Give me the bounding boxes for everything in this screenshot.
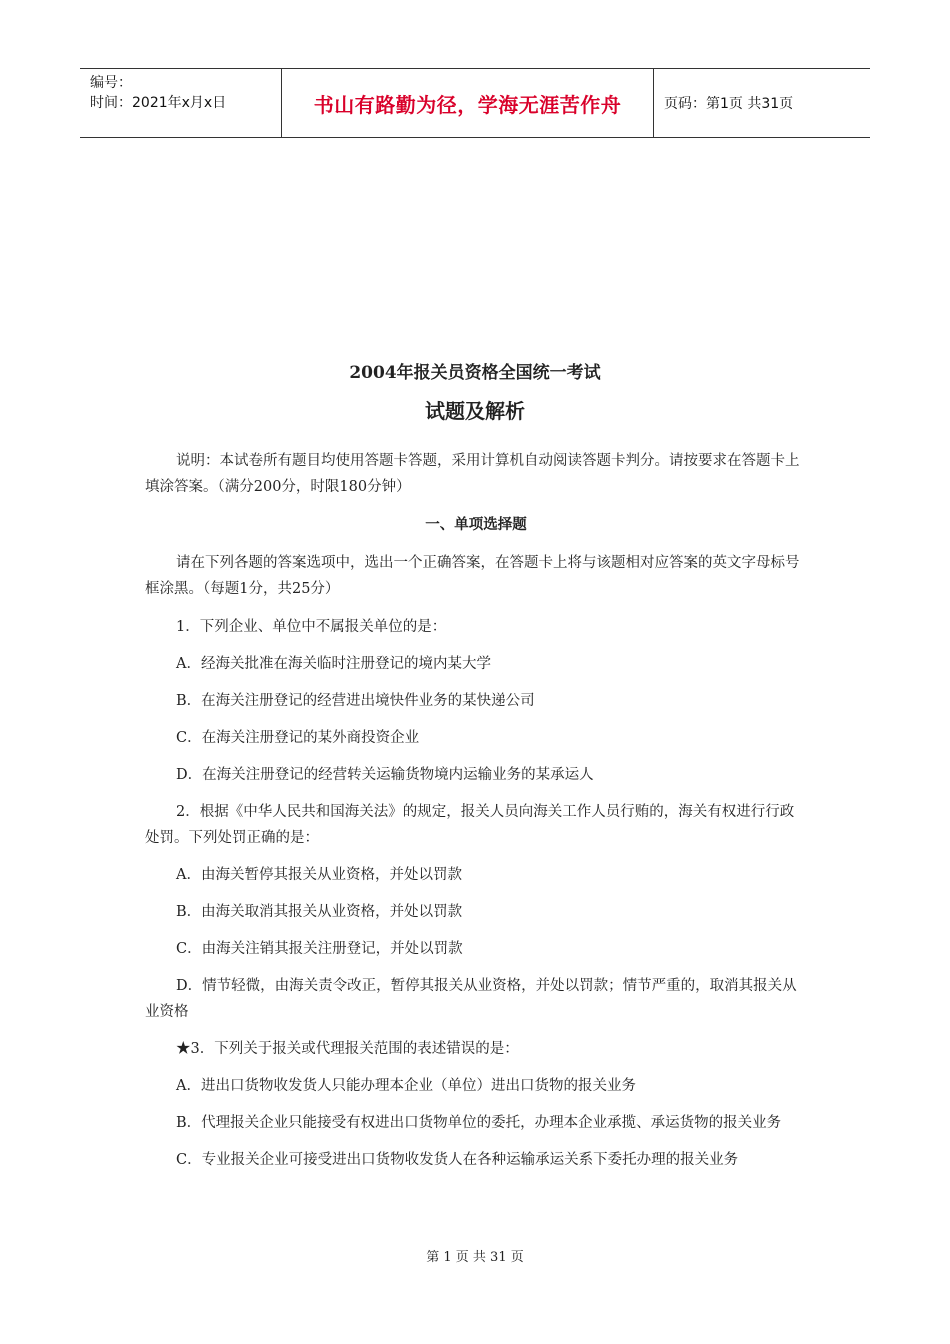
- q1-option-b: B．在海关注册登记的经营进出境快件业务的某快递公司: [176, 693, 535, 709]
- question-1: 1．下列企业、单位中不属报关单位的是：: [176, 619, 447, 635]
- section-intro: 请在下列各题的答案选项中，选出一个正确答案，在答题卡上将与该题相对应答案的英文字母标号框涂黑。（每题1分，共25分）: [145, 555, 800, 597]
- header-meta: [80, 69, 282, 137]
- q3-option-b: B．代理报关企业只能接受有权进出口货物单位的委托，办理本企业承揽、承运货物的报关业务: [176, 1115, 782, 1131]
- q1-option-d: D．在海关注册登记的经营转关运输货物境内运输业务的某承运人: [176, 767, 594, 783]
- page-info: 页码：第1页 共31页: [664, 96, 794, 112]
- instructions-note: 说明：本试卷所有题目均使用答题卡答题，采用计算机自动阅读答题卡判分。请按要求在答题卡上填涂答案。（满分200分，时限180分钟）: [145, 453, 800, 495]
- time-label: 时间：2021年x月x日: [90, 95, 227, 111]
- document-body: [145, 448, 807, 1173]
- q1-option-a: A．经海关批准在海关临时注册登记的境内某大学: [176, 656, 491, 672]
- document-title: 2004年报关员资格全国统一考试: [349, 363, 601, 383]
- q2-option-b: B．由海关取消其报关从业资格，并处以罚款: [176, 904, 463, 920]
- q2-option-d: D．情节轻微，由海关责令改正，暂停其报关从业资格，并处以罚款；情节严重的，取消其报关从业资格: [145, 978, 797, 1020]
- question-3: ★3．下列关于报关或代理报关范围的表述错误的是：: [176, 1041, 519, 1057]
- question-2: 2．根据《中华人民共和国海关法》的规定，报关人员向海关工作人员行贿的，海关有权进行行政处罚。下列处罚正确的是：: [145, 804, 795, 846]
- header-page-info: [654, 69, 870, 137]
- q1-option-c: C．在海关注册登记的某外商投资企业: [176, 730, 420, 746]
- number-label: 编号：: [90, 75, 132, 91]
- section-heading: 一、单项选择题: [425, 516, 527, 533]
- q3-option-a: A．进出口货物收发货人只能办理本企业（单位）进出口货物的报关业务: [176, 1078, 636, 1094]
- q2-option-a: A．由海关暂停其报关从业资格，并处以罚款: [176, 867, 462, 883]
- page-footer: 第 1 页 共 31 页: [426, 1250, 524, 1265]
- q2-option-c: C．由海关注销其报关注册登记，并处以罚款: [176, 941, 463, 957]
- page-header: [80, 68, 870, 138]
- header-motto-cell: [282, 69, 654, 137]
- document-subtitle: 试题及解析: [425, 399, 525, 423]
- motto: 书山有路勤为径，学海无涯苦作舟: [313, 92, 622, 117]
- q3-option-c: C．专业报关企业可接受进出口货物收发货人在各种运输承运关系下委托办理的报关业务: [176, 1152, 739, 1168]
